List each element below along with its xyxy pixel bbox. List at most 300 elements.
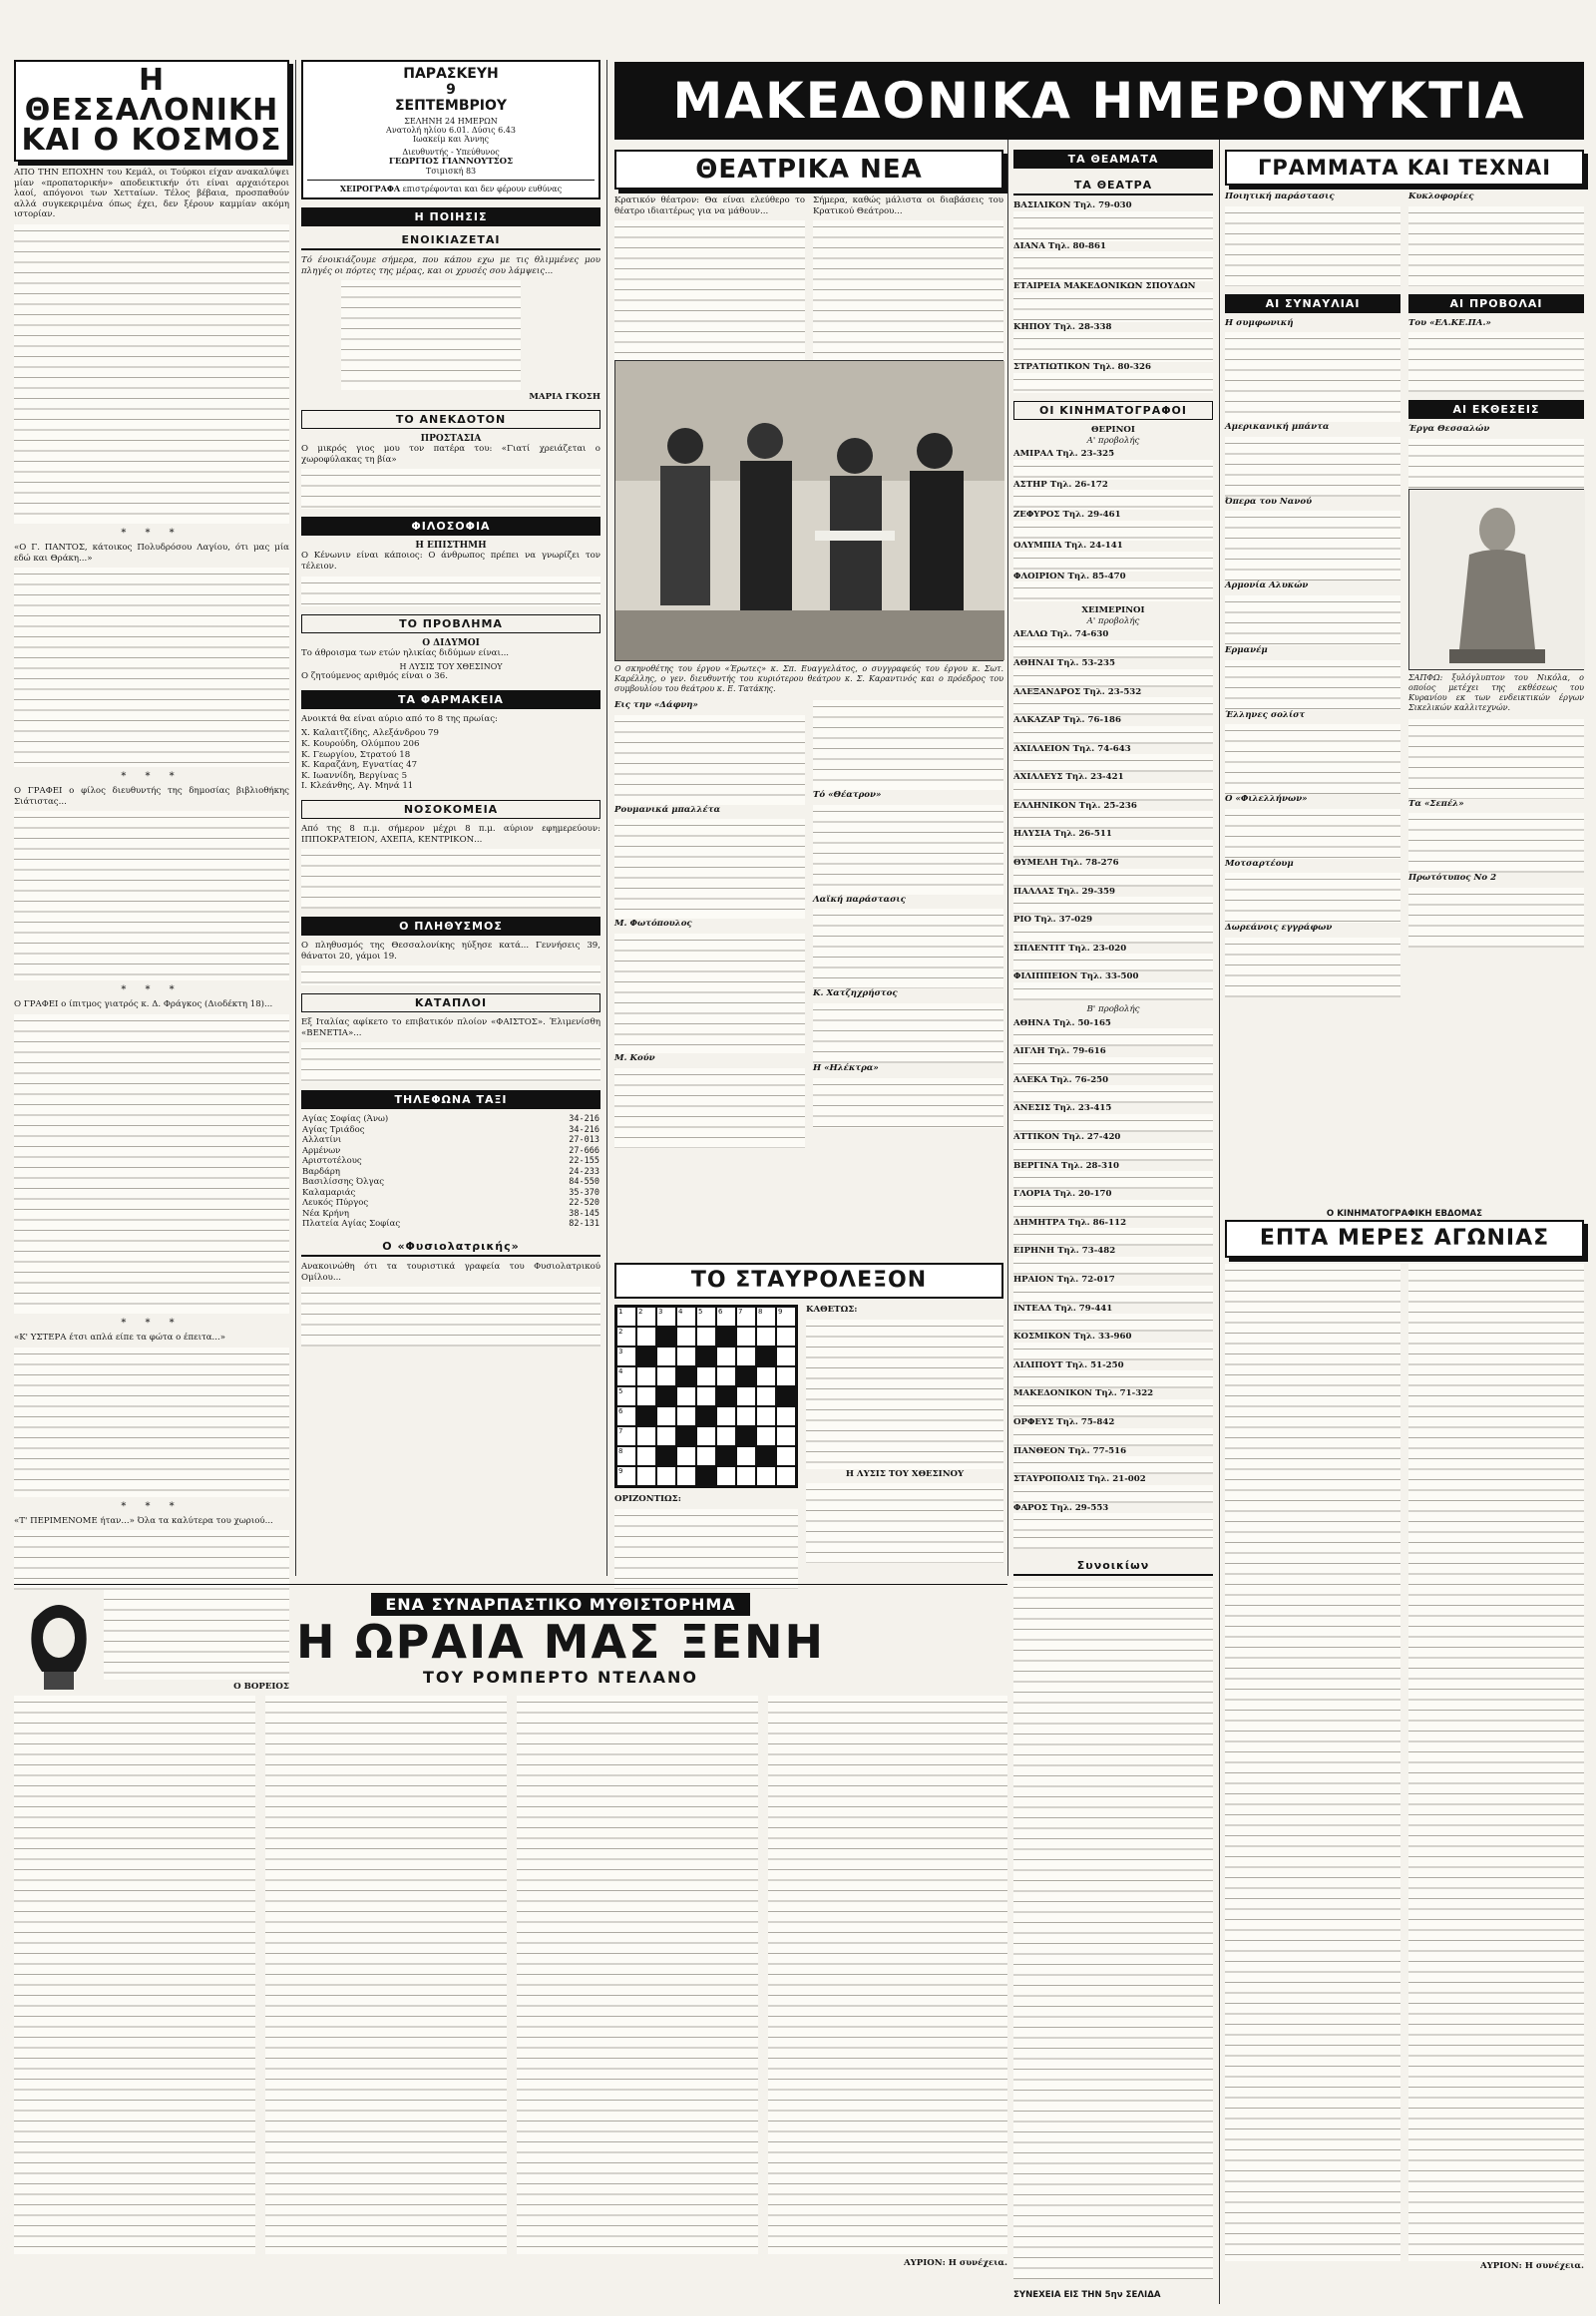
listing-details: [1013, 1428, 1213, 1446]
arts-text-block: [1225, 206, 1400, 286]
pharmacies-title: ΤΑ ΦΑΡΜΑΚΕΙΑ: [301, 690, 600, 709]
poem-body: [341, 280, 521, 390]
theatre-subhead: Η «Ηλέκτρα»: [813, 1062, 879, 1073]
arrivals-body: [301, 1042, 600, 1082]
left-text-block-3: [14, 811, 289, 980]
listing-entry: ΑΘΗΝΑΙ Τηλ. 53-235: [1013, 657, 1115, 668]
arts-text-block: [1408, 439, 1584, 489]
taxi-stand: Νέα Κρήνη: [302, 1208, 349, 1219]
seven-days-text-left: [1225, 1264, 1400, 2261]
listing-details: [1013, 521, 1213, 541]
arts-subhead: Η συμφωνική: [1225, 317, 1294, 328]
left-paragraph-3: Ο ΓΡΑΦΕΙ ο φίλος διευθυντής της δημοσίας βιβλιοθήκης Σιάτιστας...: [14, 786, 289, 807]
listing-entry: ΜΑΚΕΔΟΝΙΚΟΝ Τηλ. 71-322: [1013, 1388, 1154, 1399]
left-text-block-4: [14, 1014, 289, 1314]
arts-subhead: Ο «Φιλελλήνων»: [1225, 794, 1308, 805]
listing-details: [1013, 897, 1213, 915]
arts-subhead: Κυκλοφορίες: [1408, 192, 1474, 201]
pharmacy-item: Κ. Καραζάνη, Εγνατίας 47: [301, 760, 418, 771]
taxi-stand: Αλλατίνι: [302, 1135, 342, 1146]
listing-details: [1013, 332, 1213, 362]
date-number: 9: [446, 82, 456, 98]
listing-details: [1013, 783, 1213, 801]
listing-entry: ΣΤΡΑΤΙΩΤΙΚΟΝ Τηλ. 80-326: [1013, 362, 1151, 373]
handwritten-note: [307, 180, 595, 193]
listing-details: [1013, 581, 1213, 601]
listing-details: [1013, 1370, 1213, 1388]
serial-author: ΤΟΥ ΡΟΜΠΕΡΤΟ ΝΤΕΛΑΝΟ: [422, 1668, 699, 1687]
listing-entry: ΑΧΙΛΛΕΥΣ Τηλ. 23-421: [1013, 772, 1124, 783]
neighborhood-cinemas-list: [1013, 1581, 1213, 2279]
section-stars: * * *: [121, 527, 183, 539]
taxi-phone: 82-131: [569, 1219, 599, 1230]
arts-banner: ΓΡΑΜΜΑΤΑ ΚΑΙ ΤΕΧΝΑΙ: [1225, 150, 1584, 186]
listing-details: [1013, 640, 1213, 658]
crossword-horizontal-label: ΟΡΙΖΟΝΤΙΩΣ:: [614, 1494, 681, 1504]
listing-entry: ΑΘΗΝΑ Τηλ. 50-165: [1013, 1017, 1111, 1028]
arts-subhead: Έργα Θεσσαλών: [1408, 424, 1490, 435]
arts-text-block: [1225, 938, 1400, 997]
taxi-stand: Αγίας Τριάδος: [302, 1124, 365, 1135]
woman-portrait-icon: [14, 1590, 104, 1690]
left-paragraph-4: Ο ΓΡΑΦΕΙ ο ίπιτμος γιατρός κ. Δ. Φράγκος (Διοδέκτη 18)...: [14, 999, 273, 1010]
listing-entry: ΑΛΕΞΑΝΔΡΟΣ Τηλ. 23-532: [1013, 686, 1142, 697]
table-row: [301, 1125, 600, 1136]
table-row: [301, 1114, 600, 1125]
listing-details: [1013, 1228, 1213, 1246]
listing-entry: ΒΕΡΓΙΝΑ Τηλ. 28-310: [1013, 1160, 1120, 1171]
arts-subhead: Ερμανέμ: [1225, 644, 1268, 655]
hospitals-text: Από της 8 π.μ. σήμερον μέχρι 8 π.μ. αύριον εφημερεύουν: ΙΠΠΟΚΡΑΤΕΙΟΝ, ΑΧΕΠΑ, ΚΕΝΤΡΙΚΟΝ...: [301, 823, 600, 845]
population-title: Ο ΠΛΗΘΥΣΜΟΣ: [301, 917, 600, 936]
handwritten-label: ΧΕΙΡΟΓΡΑΦΑ: [339, 184, 401, 193]
listing-details: [1013, 669, 1213, 687]
continued-note: [1013, 2290, 1213, 2301]
crossword-horizontal-clues: [614, 1509, 798, 1589]
problem-title: ΤΟ ΠΡΟΒΛΗΜΑ: [301, 614, 600, 633]
serial-text-column: [517, 1696, 758, 2254]
theatre-text-block: [813, 805, 1003, 895]
first-run-heading: Α' προβολής: [1086, 615, 1140, 626]
theatre-text-block: [614, 220, 805, 360]
handwritten-text: επιστρέφονται και δεν φέρουν ευθύνας: [402, 185, 563, 193]
left-text-block-2: [14, 568, 289, 767]
taxi-phone: 22-155: [569, 1156, 599, 1167]
theatre-subhead: Τό «Θέατρον»: [813, 790, 882, 801]
listing-details: [1013, 490, 1213, 510]
listings-column: [1013, 150, 1213, 2304]
date-box: [301, 60, 600, 199]
taxi-phone: 34-216: [569, 1124, 599, 1135]
taxi-stand: Βαρδάρη: [302, 1166, 340, 1177]
listing-entry: ΣΠΛΕΝΤΙΤ Τηλ. 23-020: [1013, 943, 1127, 954]
taxi-phone: 24-233: [569, 1166, 599, 1177]
listing-entry: ΠΑΛΛΑΣ Τηλ. 29-359: [1013, 886, 1115, 897]
left-headline-line2: ΚΑΙ Ο ΚΟΣΜΟΣ: [21, 123, 282, 158]
poem-author: ΜΑΡΙΑ ΓΚΟΣΗ: [529, 392, 600, 403]
horizontal-rule: [14, 1584, 1007, 1585]
listing-entry: ΗΛΥΣΙΑ Τηλ. 26-511: [1013, 829, 1112, 840]
listing-entry: ΑΕΛΛΩ Τηλ. 74-630: [1013, 629, 1109, 640]
left-paragraph-6: «Τ' ΠΕΡΙΜΕΝΟΜΕ ήταν...» Όλα τα καλύτερα του χωριού...: [14, 1515, 273, 1526]
listing-entry: ΑΤΤΙΚΟΝ Τηλ. 27-420: [1013, 1132, 1121, 1142]
continued-page-note: ΣΥΝΕΧΕΙΑ ΕΙΣ ΤΗΝ 5ην ΣΕΛΙΔΑ: [1013, 2290, 1161, 2300]
philosophy-subtitle: Η ΕΠΙΣΤΗΜΗ: [415, 541, 487, 552]
nature-club-body: [301, 1287, 600, 1347]
arrivals-title: ΚΑΤΑΠΛΟΙ: [301, 993, 600, 1012]
table-row: [301, 1156, 600, 1167]
theatre-subhead: Μ. Φωτόπουλος: [614, 919, 692, 930]
listing-details: [1013, 1143, 1213, 1161]
listing-entry: ΣΤΑΥΡΟΠΟΛΙΣ Τηλ. 21-002: [1013, 1474, 1146, 1485]
listing-details: [1013, 1257, 1213, 1275]
taxi-phone: 35-370: [569, 1187, 599, 1198]
table-row: [301, 1198, 600, 1209]
theatre-text-block: [813, 909, 1003, 988]
theatre-subhead: Μ. Κούν: [614, 1052, 655, 1063]
theatre-subhead: Εις την «Δάφνη»: [614, 700, 698, 711]
listing-entry: ΠΑΝΘΕΟΝ Τηλ. 77-516: [1013, 1445, 1127, 1456]
taxi-phone: 27-013: [569, 1135, 599, 1146]
theatre-text-block: [614, 819, 805, 919]
first-run-heading: Α' προβολής: [1086, 435, 1140, 446]
philosophy-title: ΦΙΛΟΣΟΦΙΑ: [301, 517, 600, 536]
moon-info: ΣΕΛΗΝΗ 24 ΗΜΕΡΩΝ: [404, 117, 498, 126]
listing-entry: ΓΛΟΡΙΑ Τηλ. 20-170: [1013, 1189, 1112, 1200]
anecdote-text: Ο μικρός γιος μου τον πατέρα του: «Γιατί χρειάζεται ο χωροφύλακας τη βία»: [301, 444, 600, 465]
nature-club-text: Ανακοινώθη ότι τα τουριστικά γραφεία του Φυσιολατρικού Ομίλου...: [301, 1261, 600, 1283]
left-signature: Ο ΒΟΡΕΙΟΣ: [233, 1682, 289, 1693]
date-month: ΣΕΠΤΕΜΒΡΙΟΥ: [394, 98, 508, 114]
theatre-subhead: Ρουμανικά μπαλλέτα: [614, 804, 721, 815]
neighborhood-cinemas-heading: Συνοικίων: [1013, 1557, 1213, 1576]
listing-details: [1013, 1085, 1213, 1103]
editor-label: Διευθυντής - Υπεύθυνος: [402, 148, 500, 157]
pharmacy-item: Κ. Γεωργίου, Στρατού 18: [301, 749, 411, 760]
population-body: [301, 965, 600, 985]
table-row: [301, 1167, 600, 1178]
listing-details: [1013, 251, 1213, 281]
taxi-phone: 34-216: [569, 1114, 599, 1125]
table-row: [301, 1188, 600, 1199]
exhibitions-title: ΑΙ ΕΚΘΕΣΕΙΣ: [1408, 400, 1584, 419]
theatre-news: [614, 150, 1003, 1259]
crossword-section: [614, 1263, 1003, 1572]
arts-text-block: [1225, 437, 1400, 497]
poem-subtitle: ΕΝΟΙΚΙΑΖΕΤΑΙ: [301, 231, 600, 250]
sculpture-photo-image: [1409, 490, 1585, 669]
theatre-subhead: Κ. Χατζηχρήστος: [813, 988, 898, 999]
anecdote-body: [301, 469, 600, 509]
listing-details: [1013, 1456, 1213, 1474]
arts-subhead: Τα «Σεπέλ»: [1408, 798, 1464, 809]
arts-text-block: [1225, 873, 1400, 923]
table-row: [301, 1209, 600, 1220]
listing-entry: ΖΕΦΥΡΟΣ Τηλ. 29-461: [1013, 510, 1121, 521]
taxi-stand: Καλαμαριάς: [302, 1187, 356, 1198]
listing-details: [1013, 926, 1213, 944]
taxi-stand: Αριστοτέλους: [302, 1156, 362, 1167]
second-run-heading: Β' προβολής: [1086, 1004, 1140, 1015]
date-day: ΠΑΡΑΣΚΕΥΗ: [403, 66, 499, 82]
arts-text-block: [1225, 332, 1400, 422]
arts-text-block: [1225, 511, 1400, 580]
listing-details: [1013, 954, 1213, 971]
column-divider: [295, 60, 296, 1576]
theatre-text-block: [813, 700, 1003, 790]
listing-details: [1013, 840, 1213, 858]
theatre-text-block: [614, 715, 805, 805]
taxi-phone: 27-666: [569, 1145, 599, 1156]
arts-subhead: Δωρεάνοις εγγράφων: [1225, 923, 1333, 934]
listing-details: [1013, 373, 1213, 393]
listing-details: [1013, 552, 1213, 572]
arts-subhead: Ποιητική παράστασις: [1225, 192, 1335, 201]
problem-text: Το άθροισμα των ετών ηλικίας διδύμων είναι...: [301, 647, 510, 658]
listing-details: [1013, 982, 1213, 1000]
problem-solution-label: Η ΛΥΣΙΣ ΤΟΥ ΧΘΕΣΙΝΟΥ: [399, 662, 503, 672]
arts-text-block: [1408, 332, 1584, 392]
serial-title: Η ΩΡΑΙΑ ΜΑΣ ΞΕΝΗ: [296, 1615, 825, 1669]
listing-entry: ΦΑΡΟΣ Τηλ. 29-553: [1013, 1502, 1109, 1513]
arts-subhead: Του «ΕΛ.ΚΕ.ΠΑ.»: [1408, 317, 1491, 328]
sculpture-caption: ΣΑΠΦΩ: ξυλόγλυπτον του Νικόλα, ο οποίος μετέχει της εκθέσεως του Κυρανίου εκ των ενδεικτικών έργων Σικελικών καλλιτεχνών.: [1408, 672, 1584, 712]
serial-text-column: [265, 1696, 507, 2254]
serial-text-column: [768, 1696, 1007, 2254]
left-paragraph-5: «Κ' ΥΣΤΕΡΑ έτσι απλά είπε τα φώτα ο έπειτα...»: [14, 1332, 225, 1343]
left-paragraph-1: ΑΠΟ ΤΗΝ ΕΠΟΧΗΝ του Κεμάλ, οι Τούρκοι είχαν ανακαλύψει μίαν «προπατορικήν» αποδεικτικήν ότι είναι αρχαιότεροι λαοί, απόγονοι των Χετταίων. Τέλος βέβαια, προσπαθούν αλλά συγκεκριμένα όπως έχει, δεν ξέρουν καμμίαν ακόμη ιστορίαν.: [14, 168, 289, 220]
summer-heading: ΘΕΡΙΝΟΙ: [1091, 424, 1135, 435]
screenings-title: ΑΙ ΠΡΟΒΟΛΑΙ: [1408, 294, 1584, 313]
listing-details: [1013, 1286, 1213, 1304]
left-column: [14, 60, 289, 1693]
left-text-block-5: [14, 1348, 289, 1497]
listing-details: [1013, 726, 1213, 744]
crossword-title: ΤΟ ΣΤΑΥΡΟΛΕΞΟΝ: [614, 1263, 1003, 1299]
problem-answer: Ο ζητούμενος αριθμός είναι ο 36.: [301, 671, 448, 682]
arrivals-text: Εξ Ιταλίας αφίκετο το επιβατικόν πλοίον «ΦΑΙΣΤΟΣ». Έλιμενίσθη «ΒΕΝΕΤΙΑ»...: [301, 1017, 600, 1038]
taxi-title: ΤΗΛΕΦΩΝΑ ΤΑΞΙ: [301, 1090, 600, 1109]
listing-entry: ΦΛΟΙΡΙΟΝ Τηλ. 85-470: [1013, 571, 1126, 581]
seven-days-text-right: [1408, 1264, 1584, 2261]
listing-details: [1013, 1057, 1213, 1075]
seven-days-title: ΕΠΤΑ ΜΕΡΕΣ ΑΓΩΝΙΑΣ: [1225, 1220, 1584, 1258]
arts-text-block: [1225, 809, 1400, 859]
table-row: [301, 1135, 600, 1146]
crossword-solution-label: Η ΛΥΣΙΣ ΤΟΥ ΧΘΕΣΙΝΟΥ: [845, 1468, 965, 1479]
seven-days-kicker: Ο ΚΙΝΗΜΑΤΟΓΡΑΦΙΚΗ ΕΒΔΟΜΑΣ: [1326, 1209, 1483, 1219]
anecdote-title: ΤΟ ΑΝΕΚΔΟΤΟΝ: [301, 410, 600, 429]
taxi-stand: Βασιλίσσης Όλγας: [302, 1177, 385, 1188]
column-divider: [606, 60, 607, 1576]
arts-text-block: [1408, 719, 1584, 799]
crossword-grid: 1 2 3 4 5 6 7 8 9 2 3 4 5 6 7 8 9: [614, 1305, 798, 1488]
seven-days-continued: ΑΥΡΙΟΝ: Η συνέχεια.: [1479, 2260, 1584, 2271]
poem-text: Τό ένοικιάζουμε σήμερα, που κάπου εχω με τις θλιμμένες μου πληγές οι πόρτες της μέρας, και οι χρυσές σου λάμψεις...: [301, 255, 600, 276]
listing-entry: ΑΝΕΣΙΣ Τηλ. 23-415: [1013, 1103, 1112, 1114]
arts-text-block: [1225, 595, 1400, 645]
crossword-vertical-label: ΚΑΘΕΤΩΣ:: [806, 1305, 858, 1315]
listing-entry: ΑΛΕΚΑ Τηλ. 76-250: [1013, 1074, 1109, 1085]
listing-entry: ΔΗΜΗΤΡΑ Τηλ. 86-112: [1013, 1217, 1127, 1228]
crossword-vertical-clues: [806, 1320, 1003, 1469]
theatre-photo: [614, 360, 1003, 661]
pharmacies-list: [301, 728, 600, 792]
taxi-stand: Αγίας Σοφίας (Άνω): [302, 1114, 389, 1125]
listing-details: [1013, 1513, 1213, 1531]
pharmacy-item: Χ. Καλαιτζίδης, Αλεξάνδρου 79: [301, 728, 439, 739]
arts-text-block: [1408, 206, 1584, 286]
listing-details: [1013, 1314, 1213, 1332]
seven-days-section: [1225, 1209, 1584, 2306]
listing-details: [1013, 811, 1213, 829]
listing-details: [1013, 1171, 1213, 1189]
taxi-phone: 22-520: [569, 1198, 599, 1209]
listing-details: [1013, 211, 1213, 241]
listing-details: [1013, 869, 1213, 887]
theatre-text-block: [813, 220, 1003, 360]
pharmacy-item: Κ. Κουρούδη, Ολύμπου 206: [301, 738, 420, 749]
theatre-news-title: ΘΕΑΤΡΙΚΑ ΝΕΑ: [614, 150, 1003, 190]
taxi-table: [301, 1114, 600, 1230]
theatre-text-block: [614, 934, 805, 1053]
nature-club-title: Ο «Φυσιολατρικής»: [301, 1238, 600, 1257]
listing-details: [1013, 292, 1213, 322]
arts-subhead: Μοτσαρτέουμ: [1225, 858, 1294, 869]
listing-entry: ΦΙΛΙΠΠΕΙΟΝ Τηλ. 33-500: [1013, 971, 1139, 982]
listing-entry: ΕΤΑΙΡΕΙΑ ΜΑΚΕΔΟΝΙΚΩΝ ΣΠΟΥΔΩΝ: [1013, 281, 1196, 292]
concerts-title: ΑΙ ΣΥΝΑΥΛΙΑΙ: [1225, 294, 1400, 313]
arts-subhead: Όπερα του Νανού: [1225, 496, 1313, 507]
philosophy-body: [301, 577, 600, 606]
listing-entry: ΙΝΤΕΑΛ Τηλ. 79-441: [1013, 1303, 1113, 1314]
listing-details: [1013, 754, 1213, 772]
section-stars: * * *: [121, 771, 183, 783]
arts-subhead: Έλληνες σολίστ: [1225, 709, 1306, 720]
serial-text-column: [14, 1696, 255, 2254]
sun-info: Ανατολή ηλίου 6.01. Δύσις 6.43: [386, 126, 516, 135]
section-stars: * * *: [121, 1317, 183, 1329]
population-text: Ο πληθυσμός της Θεσσαλονίκης ηύξησε κατά... Γεννήσεις 39, θάνατοι 20, γάμοι 19.: [301, 941, 600, 962]
listing-entry: ΕΙΡΗΝΗ Τηλ. 73-482: [1013, 1246, 1116, 1257]
listing-details: [1013, 1531, 1213, 1549]
serial-novel-section: [14, 1590, 1007, 2304]
listing-entry: ΑΛΚΑΖΑΡ Τηλ. 76-186: [1013, 715, 1121, 726]
hospitals-body: [301, 849, 600, 909]
pharmacies-intro: Ανοικτά θα είναι αύριο από το 8 της πρωίας:: [301, 713, 498, 724]
listing-entry: ΚΟΣΜΙΚΟΝ Τηλ. 33-960: [1013, 1332, 1132, 1343]
arts-text-block: [1225, 724, 1400, 794]
listing-entry: ΗΡΑΙΟΝ Τηλ. 72-017: [1013, 1274, 1115, 1285]
listing-entry: ΑΧΙΛΛΕΙΟΝ Τηλ. 74-643: [1013, 743, 1131, 754]
table-row: [301, 1219, 600, 1230]
section-stars: * * *: [121, 984, 183, 996]
taxi-phone: 84-550: [569, 1177, 599, 1188]
theatre-text-block: [813, 1003, 1003, 1063]
theatre-text-block: [813, 1078, 1003, 1128]
left-headline: [14, 60, 289, 162]
listing-entry: ΡΙΟ Τηλ. 37-029: [1013, 915, 1093, 926]
poem-title: Η ΠΟΙΗΣΙΣ: [301, 207, 600, 226]
listing-entry: ΚΗΠΟΥ Τηλ. 28-338: [1013, 321, 1112, 332]
listing-entry: ΟΡΦΕΥΣ Τηλ. 75-842: [1013, 1416, 1115, 1427]
listing-details: [1013, 1343, 1213, 1360]
listing-entry: ΑΜΙΡΑΛ Τηλ. 23-325: [1013, 449, 1115, 460]
second-column: [301, 60, 600, 1576]
crossword-solution: [806, 1483, 1003, 1563]
listing-details: [1013, 1399, 1213, 1417]
pharmacy-item: Ι. Κλεάνθης, Αγ. Μηνά 11: [301, 781, 414, 792]
section-stars: * * *: [121, 1500, 183, 1512]
listing-entry: ΔΙΑΝΑ Τηλ. 80-861: [1013, 240, 1106, 251]
theatre-paragraph-1: Κρατικόν θέατρον: Θα είναι ελεύθερο το θέατρο ιδιαιτέρως για να μάθουν...: [614, 195, 805, 216]
listings-title: ΤΑ ΘΕΑΜΑΤΑ: [1013, 150, 1213, 169]
taxi-stand: Αρμένων: [302, 1145, 341, 1156]
editor-name: ΓΕΩΡΓΙΟΣ ΓΙΑΝΝΟΥΤΣΟΣ: [388, 157, 514, 167]
listing-entry: ΕΛΛΗΝΙΚΟΝ Τηλ. 25-236: [1013, 800, 1137, 811]
listing-entry: ΒΑΣΙΛΙΚΟΝ Τηλ. 79-030: [1013, 200, 1132, 210]
listing-entry: ΛΙΛΙΠΟΥΤ Τηλ. 51-250: [1013, 1359, 1124, 1370]
hospitals-title: ΝΟΣΟΚΟΜΕΙΑ: [301, 800, 600, 819]
arts-subhead: Αρμονία Αλυκών: [1225, 580, 1309, 591]
left-text-block-1: [14, 224, 289, 524]
theatre-paragraph-2: Σήμερα, καθώς μάλιστα οι διαβάσεις του Κρατικού Θεάτρου...: [813, 195, 1003, 216]
column-divider: [1219, 140, 1220, 2304]
pharmacy-item: Κ. Ιωαννίδη, Βεργίνας 5: [301, 770, 408, 781]
taxi-phone: 38-145: [569, 1208, 599, 1219]
theatre-photo-image: [615, 361, 1004, 660]
sculpture-photo: [1408, 489, 1584, 670]
arts-text-block: [1225, 660, 1400, 710]
serial-illustration: [14, 1590, 104, 1690]
listing-details: [1013, 1200, 1213, 1218]
theatre-subhead: Λαϊκή παράστασις: [813, 894, 906, 905]
arts-subhead: Αμερικανική μπάντα: [1225, 422, 1330, 433]
table-row: [301, 1177, 600, 1188]
street-info: Τσιμισκή 83: [425, 167, 477, 176]
listing-details: [1013, 1114, 1213, 1132]
cinemas-heading: ΟΙ ΚΙΝΗΜΑΤΟΓΡΑΦΟΙ: [1013, 401, 1213, 420]
philosophy-text: Ο Κένωνιν είναι κάποιος: Ο άνθρωπος πρέπει να γνωρίζει τον τέλειον.: [301, 551, 600, 572]
arts-text-block: [1408, 813, 1584, 873]
table-row: [301, 1146, 600, 1157]
left-paragraph-2: «Ο Γ. ΠΑΝΤΟΣ, κάτοικος Πολυδρόσου Λαγίου, ότι μας μία εδώ και Θράκη...»: [14, 542, 289, 564]
listing-entry: ΟΛΥΜΠΙΑ Τηλ. 24-141: [1013, 540, 1123, 551]
listing-entry: ΘΥΜΕΛΗ Τηλ. 78-276: [1013, 858, 1119, 869]
arts-subhead: Πρωτότυπος Νο 2: [1408, 873, 1497, 884]
taxi-stand: Πλατεία Αγίας Σοφίας: [302, 1219, 401, 1230]
saints-info: Ιωακείμ και Άννης: [413, 135, 489, 144]
listing-details: [1013, 1028, 1213, 1046]
winter-heading: ΧΕΙΜΕΡΙΝΟΙ: [1081, 605, 1145, 616]
theatres-heading: ΤΑ ΘΕΑΤΡΑ: [1013, 177, 1213, 195]
listing-details: [1013, 460, 1213, 480]
left-headline-line1: Η ΘΕΣΣΑΛΟΝΙΚΗ: [24, 63, 279, 128]
listing-entry: ΑΙΓΛΗ Τηλ. 79-616: [1013, 1046, 1106, 1057]
anecdote-subtitle: ΠΡΟΣΤΑΣΙΑ: [420, 434, 482, 445]
column-divider: [1007, 140, 1008, 1576]
serial-kicker: ΕΝΑ ΣΥΝΑΡΠΑΣΤΙΚΟ ΜΥΘΙΣΤΟΡΗΜΑ: [371, 1593, 749, 1616]
problem-subtitle: Ο ΔΙΔΥΜΟΙ: [422, 637, 480, 648]
listing-entry: ΑΣΤΗΡ Τηλ. 26-172: [1013, 479, 1108, 490]
arts-text-block: [1408, 888, 1584, 948]
main-banner: ΜΑΚΕΔΟΝΙΚΑ ΗΜΕΡΟΝΥΚΤΙΑ: [614, 62, 1584, 140]
theatre-photo-caption: Ο σκηνοθέτης του έργου «Έρωτες» κ. Σπ. Ευαγγελάτος, ο συγγραφεύς του έργου κ. Σωτ. Καρέλλης, ο γεν. διευθυντής του κυριότερου θεάτρου κ. Σ. Καραντινός και ο πρόεδρος του συμβουλίου του θεάτρου κ. Ε. Τατάκης.: [614, 664, 1003, 694]
arts-section: [1225, 150, 1584, 1207]
listing-details: [1013, 1485, 1213, 1503]
serial-continued: ΑΥΡΙΟΝ: Η συνέχεια.: [903, 2258, 1007, 2268]
listing-details: [1013, 697, 1213, 715]
